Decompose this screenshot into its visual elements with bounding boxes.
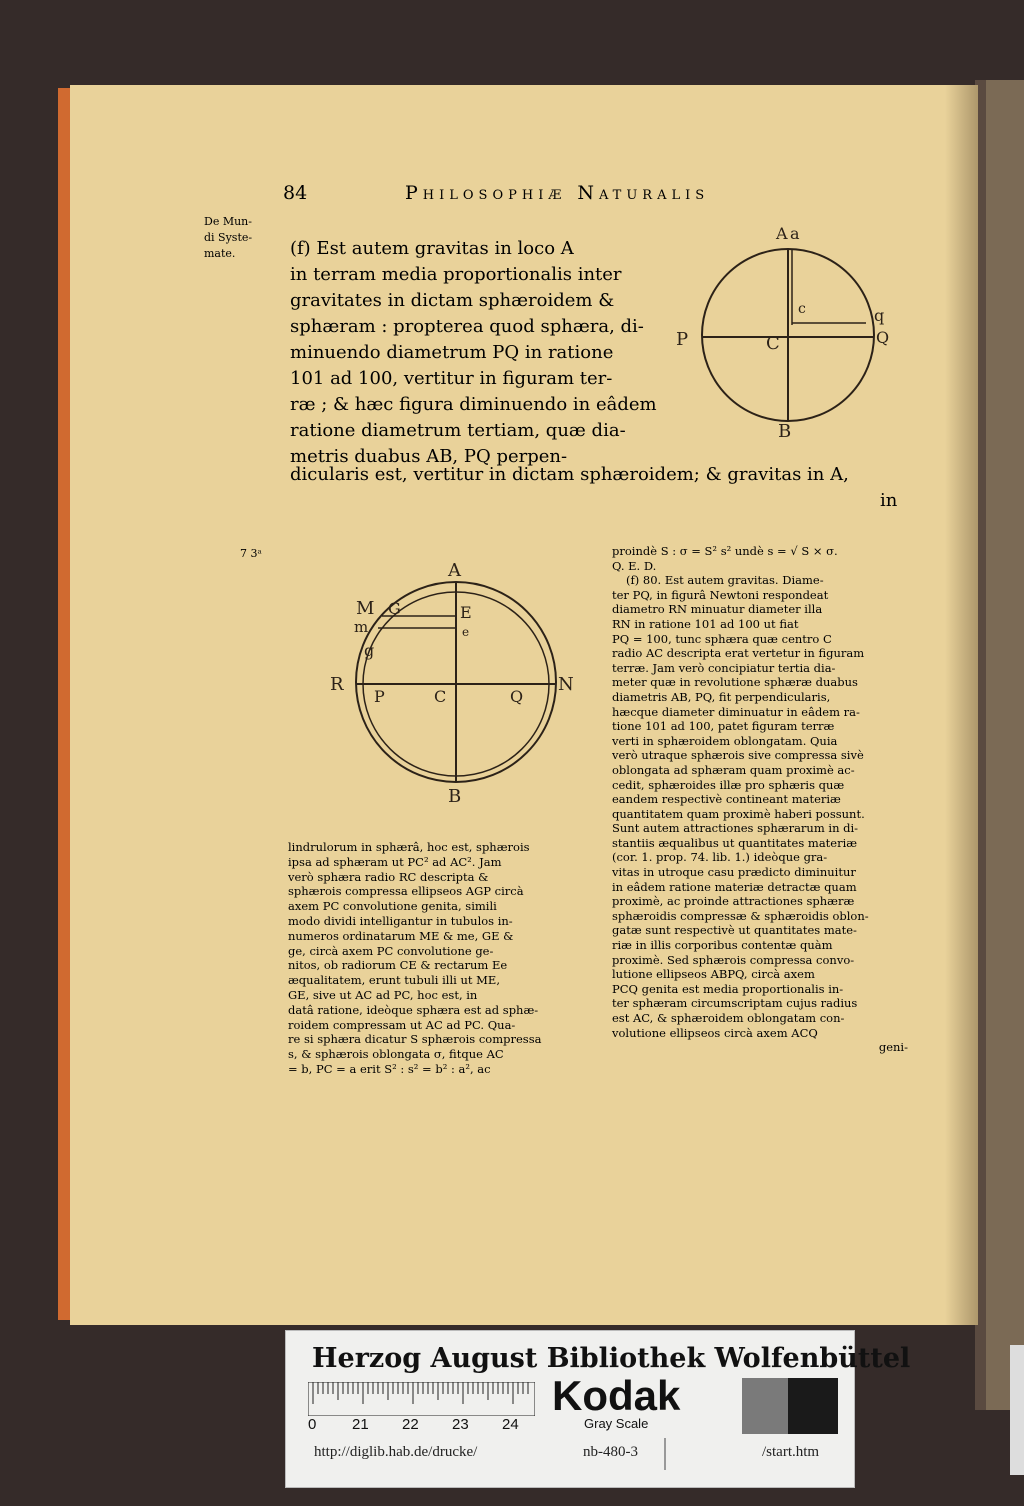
- text-line: ipsa ad sphæram ut PC² ad AC². Jam: [288, 854, 502, 869]
- text-line: PCQ genita est media proportionalis in-: [612, 981, 844, 996]
- text-line: proximè, ac proinde attractiones sphæræ: [612, 894, 855, 909]
- text-line: lindrulorum in sphærâ, hoc est, sphærois: [288, 840, 530, 854]
- figure1-label-P: P: [676, 329, 689, 350]
- text-line: axem PC convolutione genita, simili: [288, 899, 497, 914]
- text-line: (f) 80. Est autem gravitas. Diame-: [626, 573, 824, 588]
- text-line: modo dividi intelligantur in tubulos in-: [288, 913, 513, 928]
- text-line: lutione ellipseos ABPQ, circà axem: [612, 967, 815, 982]
- figure1-label-A: A: [776, 224, 788, 243]
- text-line: nitos, ob radiorum CE & rectarum Ee: [288, 958, 508, 973]
- text-line: tione 101 ad 100, patet figuram terræ: [612, 719, 835, 734]
- text-line: hæcque diameter diminuatur in eâdem ra-: [612, 704, 860, 719]
- upper-paragraph-continuation: [290, 462, 898, 514]
- text-line: (f) Est autem gravitas in loco A: [290, 238, 574, 259]
- black-swatch: [788, 1378, 838, 1434]
- text-line: GE, sive ut AC ad PC, hoc est, in: [288, 987, 478, 1002]
- text-line: diametris AB, PQ, fit perpendicularis,: [612, 689, 831, 704]
- text-line: roidem compressam ut AC ad PC. Qua-: [288, 1017, 516, 1032]
- page-gutter-shadow: [945, 85, 978, 1325]
- figure2-label-B: B: [448, 786, 462, 806]
- upper-paragraph: [290, 236, 690, 470]
- text-line: s, & sphærois oblongata σ, fitque AC: [288, 1047, 504, 1062]
- margin-note-line: di Syste-: [204, 231, 253, 244]
- figure1-label-c: c: [798, 301, 806, 317]
- banner-title: Herzog August Bibliothek Wolfenbüttel: [312, 1343, 911, 1374]
- margin-note-line: mate.: [204, 247, 236, 260]
- text-line: ratione diametrum tertiam, quæ dia-: [290, 420, 626, 441]
- figure2-label-g: g: [364, 641, 375, 660]
- url-right: /start.htm: [762, 1444, 820, 1460]
- figure2-label-e: e: [462, 625, 470, 639]
- figure2-label-R: R: [330, 674, 344, 695]
- text-line: gatæ sunt respectivè ut quantitates mate-: [612, 923, 857, 938]
- text-line: oblongata ad sphæram quam proximè ac-: [612, 762, 855, 777]
- margin-note-line: De Mun-: [204, 215, 252, 228]
- text-line: Q. E. D.: [612, 558, 657, 573]
- lower-left-column: [288, 840, 606, 1077]
- text-line: metris duabus AB, PQ perpen-: [290, 446, 568, 467]
- ruler-number: 24: [502, 1416, 519, 1433]
- text-line: quantitatem quam proximè haberi possunt.: [612, 806, 865, 821]
- gray-scale-label: Gray Scale: [584, 1416, 649, 1431]
- text-line: dicularis est, vertitur in dictam sphæroidem; & gravitas in A,: [290, 464, 849, 485]
- text-line: 101 ad 100, vertitur in figuram ter-: [290, 368, 613, 389]
- figure2-label-P: P: [374, 687, 385, 706]
- side-annotation: 7 3ᵃ: [240, 547, 262, 560]
- figure2-label-G: G: [388, 599, 401, 618]
- lower-right-column: [612, 544, 914, 1055]
- text-line: = b, PC = a erit S² : s² = b² : a², ac: [288, 1061, 491, 1076]
- figure2-label-N: N: [558, 674, 574, 695]
- figure1-label-q: q: [874, 306, 885, 325]
- text-line: in: [880, 490, 898, 511]
- ruler-number: 22: [402, 1416, 419, 1433]
- figure2-label-Q: Q: [510, 687, 524, 706]
- figure2-label-M: M: [356, 598, 375, 619]
- text-line: æqualitatem, erunt tubuli illi ut ME,: [288, 973, 500, 988]
- text-line: sphæram : propterea quod sphæra, di-: [290, 316, 644, 337]
- text-line: re si sphæra dicatur S sphærois compressa: [288, 1032, 542, 1047]
- ruler-number: 21: [352, 1416, 369, 1433]
- text-line: minuendo diametrum PQ in ratione: [290, 342, 614, 363]
- text-line: proindè S : σ = S² s² undè s = √ S × σ.: [612, 544, 838, 558]
- ruler-number: 0: [308, 1416, 317, 1433]
- text-line: riæ in illis corporibus contentæ quàm: [612, 938, 833, 953]
- margin-note: [204, 214, 274, 262]
- figure1-label-C: C: [766, 333, 780, 354]
- text-line: verò utraque sphærois sive compressa sivè: [612, 748, 864, 763]
- text-line: geni-: [878, 1040, 908, 1055]
- figure2-label-C: C: [434, 687, 447, 706]
- text-line: verti in sphæroidem oblongatam. Quia: [612, 733, 838, 748]
- figure2-label-E: E: [460, 603, 472, 622]
- text-line: verò sphæra radio RC descripta &: [288, 869, 489, 884]
- text-line: in terram media proportionalis inter: [290, 264, 622, 285]
- text-line: in eâdem ratione materiæ detractæ quam: [612, 879, 857, 894]
- text-line: ter sphæram circumscriptam cujus radius: [612, 996, 858, 1011]
- text-line: ge, circà axem PC convolutione ge-: [288, 943, 494, 958]
- adjacent-page-strip: [986, 80, 1024, 1410]
- text-line: est AC, & sphæroidem oblongatam con-: [612, 1011, 845, 1025]
- text-line: datâ ratione, ideòque sphæra est ad sphæ-: [288, 1002, 539, 1017]
- adjacent-card-edge: [1010, 1345, 1024, 1475]
- figure-circle-axes: [670, 215, 900, 459]
- running-title: Philosophiæ Naturalis: [405, 182, 710, 204]
- text-line: diametro RN minuatur diameter illa: [612, 602, 823, 617]
- text-line: ter PQ, in figurâ Newtoni respondeat: [612, 587, 829, 602]
- text-line: sphærois compressa ellipseos AGP circà: [288, 884, 524, 899]
- text-line: proximè. Sed sphærois compressa convo-: [612, 952, 855, 967]
- text-line: eandem respectivè contineant materiæ: [612, 792, 841, 807]
- banner-divider: [664, 1438, 666, 1470]
- figure1-label-a: a: [790, 224, 800, 243]
- text-line: ræ ; & hæc figura diminuendo in eâdem: [290, 394, 657, 415]
- page-number: 84: [283, 182, 308, 204]
- text-line: meter quæ in revolutione sphæræ duabus: [612, 675, 858, 690]
- shelfmark: nb-480-3: [583, 1444, 638, 1460]
- figure-concentric-circles: [328, 556, 588, 810]
- text-line: numeros ordinatarum ME & me, GE &: [288, 928, 514, 943]
- figure1-label-Q: Q: [876, 328, 890, 347]
- text-line: stantiis æqualibus ut quantitates materiæ: [612, 835, 858, 850]
- kodak-logo: Kodak: [552, 1372, 681, 1419]
- text-line: PQ = 100, tunc sphæra quæ centro C: [612, 631, 832, 646]
- figure1-label-B: B: [778, 421, 792, 442]
- text-line: cedit, sphæroides illæ pro sphæris quæ: [612, 777, 845, 792]
- text-line: gravitates in dictam sphæroidem &: [290, 290, 615, 311]
- text-line: sphæroidis compressæ & sphæroidis oblon-: [612, 908, 869, 923]
- text-line: RN in ratione 101 ad 100 ut fiat: [612, 616, 799, 631]
- scale-ruler: [308, 1382, 535, 1416]
- text-line: terræ. Jam verò concipiatur tertia dia-: [612, 660, 836, 675]
- figure2-label-m: m: [354, 618, 369, 636]
- figure2-label-A: A: [448, 560, 461, 581]
- text-line: Sunt autem attractiones sphærarum in di-: [612, 821, 859, 836]
- ruler-number: 23: [452, 1416, 469, 1433]
- gray-swatch: [742, 1378, 788, 1434]
- url-left: http://diglib.hab.de/drucke/: [314, 1444, 478, 1460]
- text-line: vitas in utroque casu prædicto diminuitur: [612, 865, 856, 880]
- text-line: volutione ellipseos circà axem ACQ: [612, 1025, 818, 1040]
- text-line: radio AC descripta erat vertetur in figuram: [612, 646, 865, 661]
- text-line: (cor. 1. prop. 74. lib. 1.) ideòque gra-: [612, 850, 828, 865]
